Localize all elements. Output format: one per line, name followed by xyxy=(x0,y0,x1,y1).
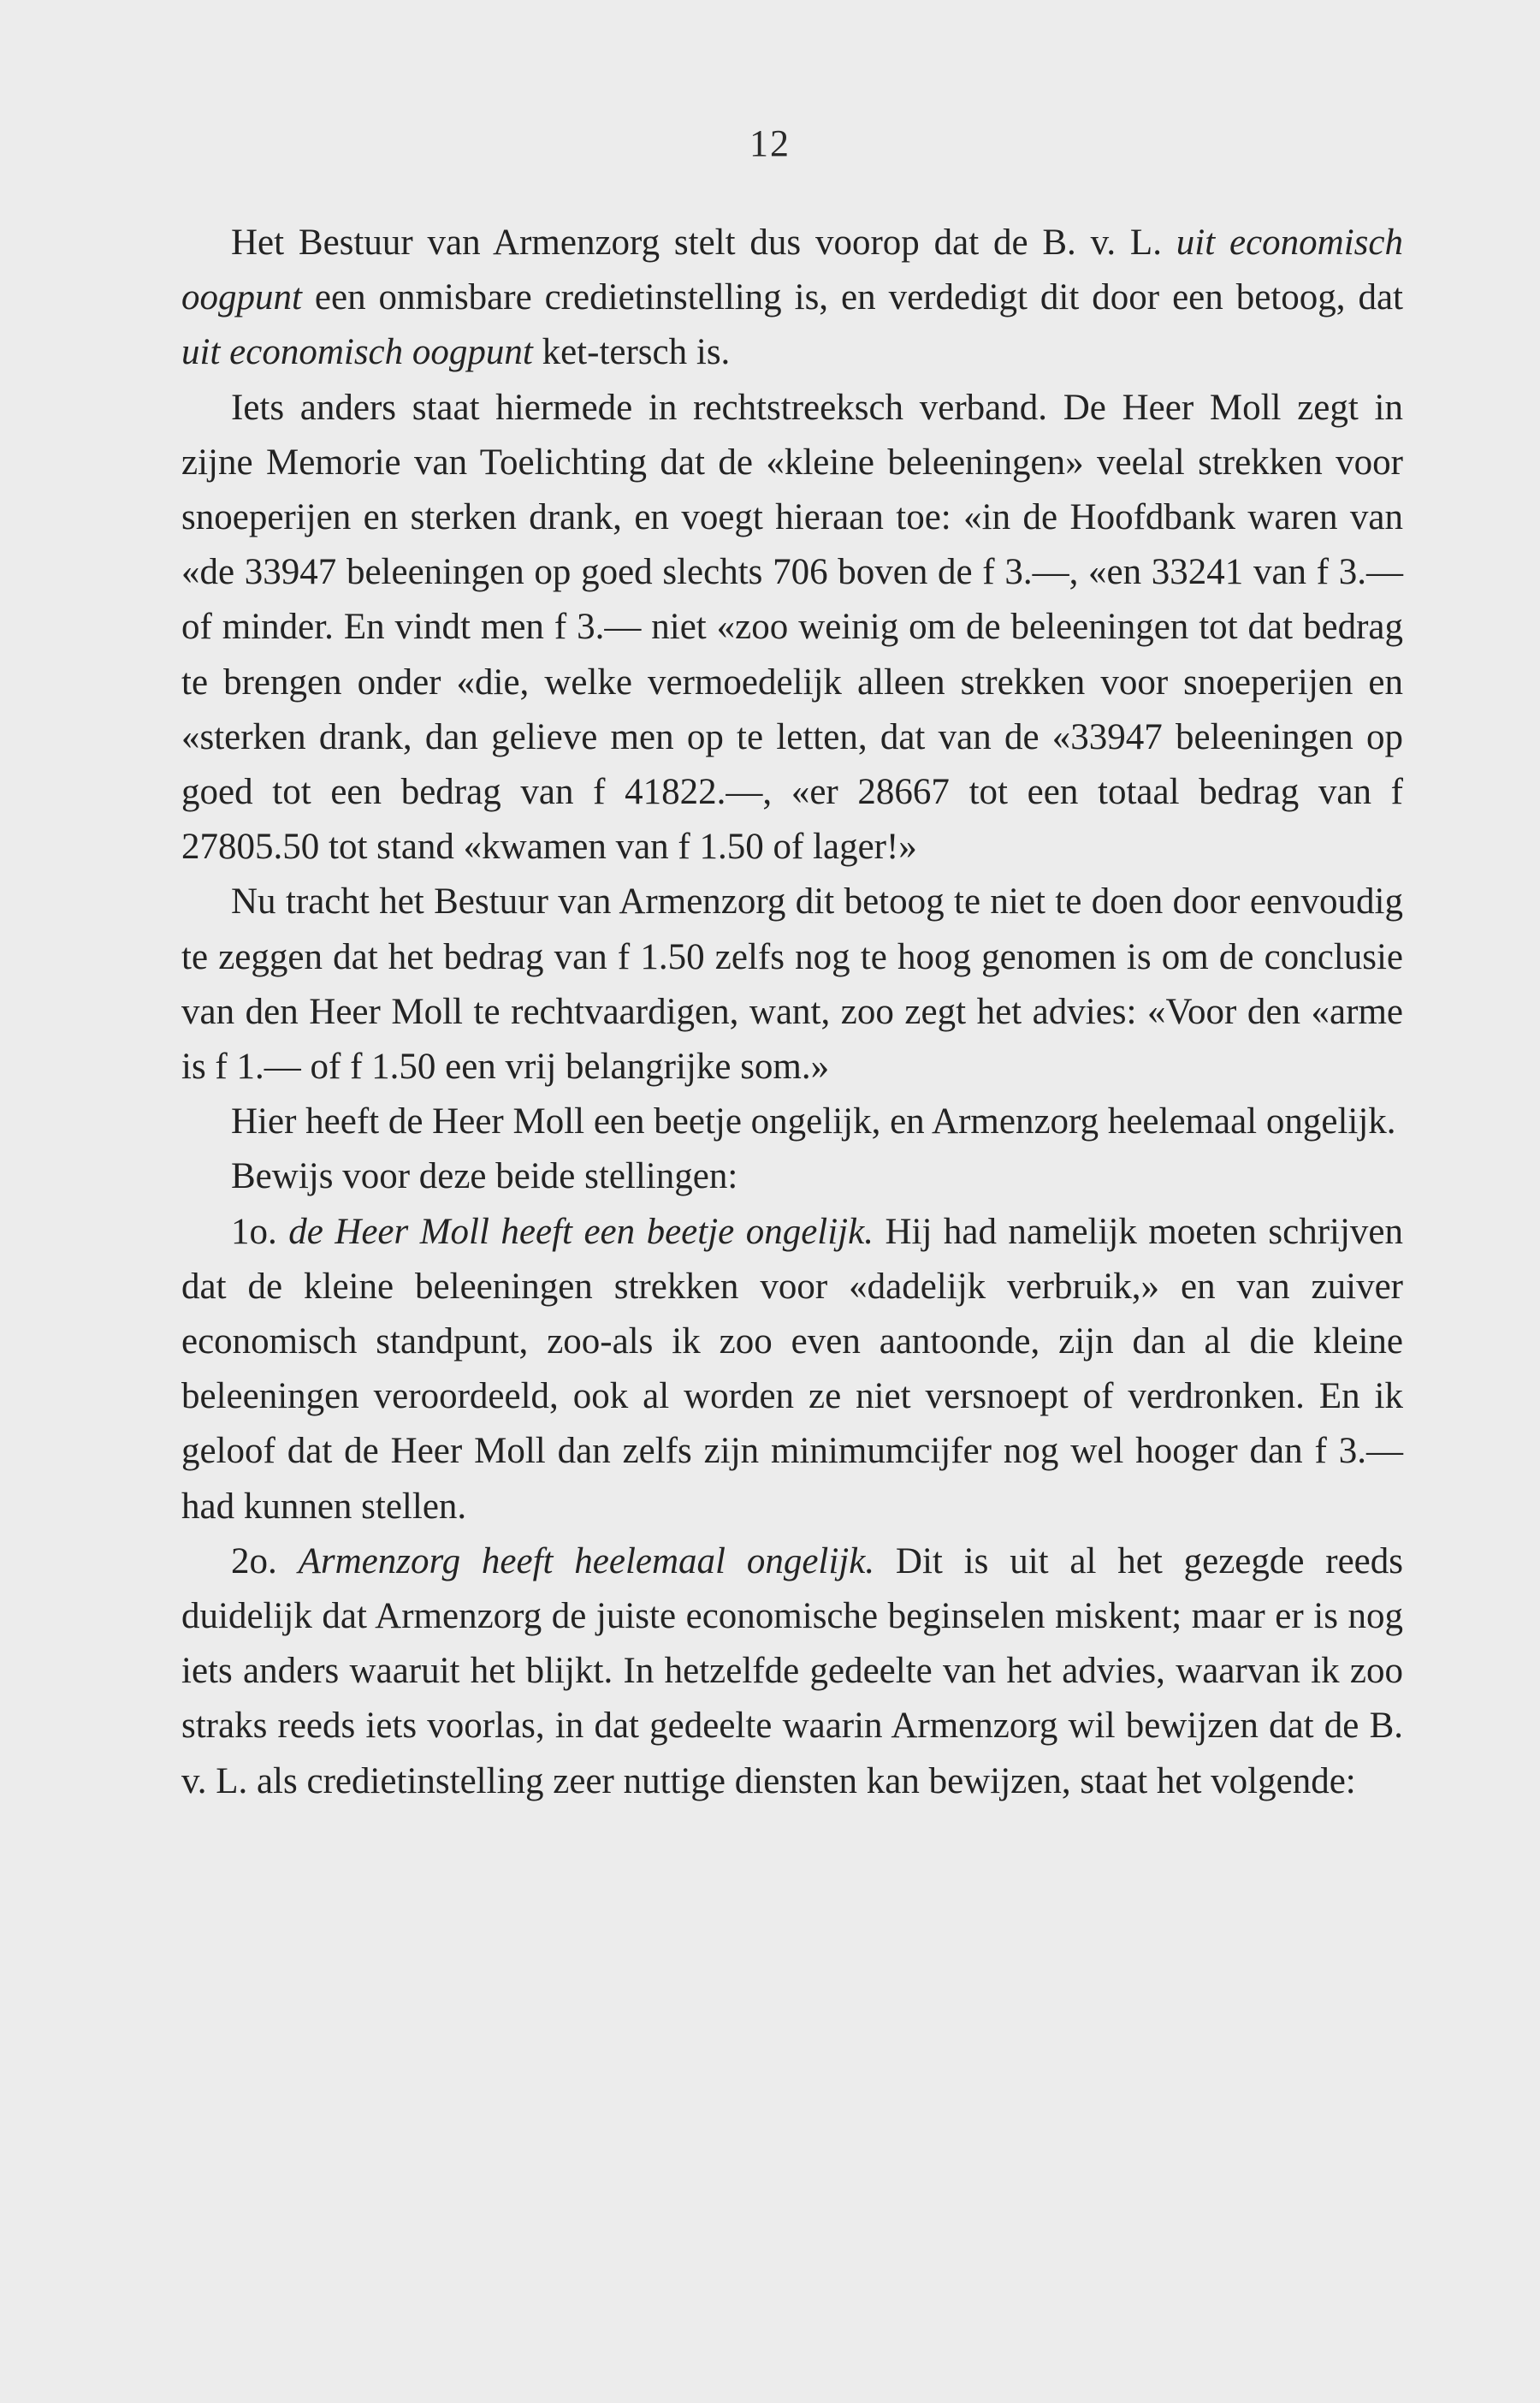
paragraph-1-text: ket-tersch is. xyxy=(532,332,731,373)
paragraph-2 xyxy=(181,381,1403,875)
paragraph-3-text: Nu tracht het Bestuur van Armenzorg dit betoog te niet te doen door eenvoudig te zeggen dat het bedrag van f 1.50 zelfs nog te hoog genomen is om de conclusie van den Heer Moll te rechtvaardigen, want, zoo zegt het advies: «Voor den «arme is f 1.— of f 1.50 een vrij belangrijke som.» xyxy=(181,881,1403,1088)
body-text xyxy=(181,216,1403,1809)
paragraph-1 xyxy=(181,216,1403,381)
paragraph-3 xyxy=(181,875,1403,1095)
paragraph-1-text: een onmisbare credietinstelling is, en verdedigt dit door een betoog, dat xyxy=(301,277,1403,318)
paragraph-6 xyxy=(181,1205,1403,1534)
paragraph-4 xyxy=(181,1095,1403,1149)
paragraph-1-italic-phrase: uit economisch oogpunt xyxy=(181,332,533,373)
paragraph-5-text: Bewijs voor deze beide stellingen: xyxy=(231,1156,738,1197)
paragraph-4-text: Hier heeft de Heer Moll een beetje ongelijk, en Armenzorg heelemaal ongelijk. xyxy=(231,1101,1396,1142)
page-number: 12 xyxy=(749,122,791,164)
paragraph-7-text: 2o. xyxy=(231,1540,299,1581)
paragraph-7-italic-phrase: Armenzorg heeft heelemaal ongelijk. xyxy=(298,1540,875,1581)
paragraph-5 xyxy=(181,1149,1403,1204)
paragraph-1-italic-phrase: uit economisch oogpunt xyxy=(181,222,1403,318)
paragraph-6-text: 1o. xyxy=(231,1211,289,1252)
paragraph-1-text: Het Bestuur van Armenzorg stelt dus voorop dat de B. v. L. xyxy=(231,222,1176,263)
paragraph-6-italic-phrase: de Heer Moll heeft een beetje ongelijk. xyxy=(288,1211,874,1252)
paragraph-2-text: Iets anders staat hiermede in rechtstreeksch verband. De Heer Moll zegt in zijne Memorie van Toelichting dat de «kleine beleeningen» veelal strekken voor snoeperijen en sterken drank, en voegt hieraan toe: «in de Hoofdbank waren van «de 33947 beleeningen op goed slechts 706 boven de f 3.—, «en 33241 van f 3.— of minder. En vindt men f 3.— niet «zoo weinig om de beleeningen tot dat bedrag te brengen onder «die, welke vermoedelijk alleen strekken voor snoeperijen en «sterken drank, dan gelieve men op te letten, dat van de «33947 beleeningen op goed tot een bedrag van f 41822.—, «er 28667 tot een totaal bedrag van f 27805.50 tot stand «kwamen van f 1.50 of lager!» xyxy=(181,387,1403,868)
paragraph-7-text: Dit is uit al het gezegde reeds duidelijk dat Armenzorg de juiste economische beginselen miskent; maar er is nog iets anders waaruit het blijkt. In hetzelfde gedeelte van het advies, waarvan ik zoo straks reeds iets voorlas, in dat gedeelte waarin Armenzorg wil bewijzen dat de B. v. L. als credietinstelling zeer nuttige diensten kan bewijzen, staat het volgende: xyxy=(181,1540,1404,1801)
paragraph-7 xyxy=(181,1534,1403,1809)
paragraph-6-text: Hij had namelijk moeten schrijven dat de kleine beleeningen strekken voor «dadelijk verbruik,» en van zuiver economisch standpunt, zoo-als ik zoo even aantoonde, zijn dan al die kleine beleeningen veroordeeld, ook al worden ze niet versnoept of verdronken. En ik geloof dat de Heer Moll dan zelfs zijn minimumcijfer nog wel hooger dan f 3.— had kunnen stellen. xyxy=(181,1211,1403,1527)
